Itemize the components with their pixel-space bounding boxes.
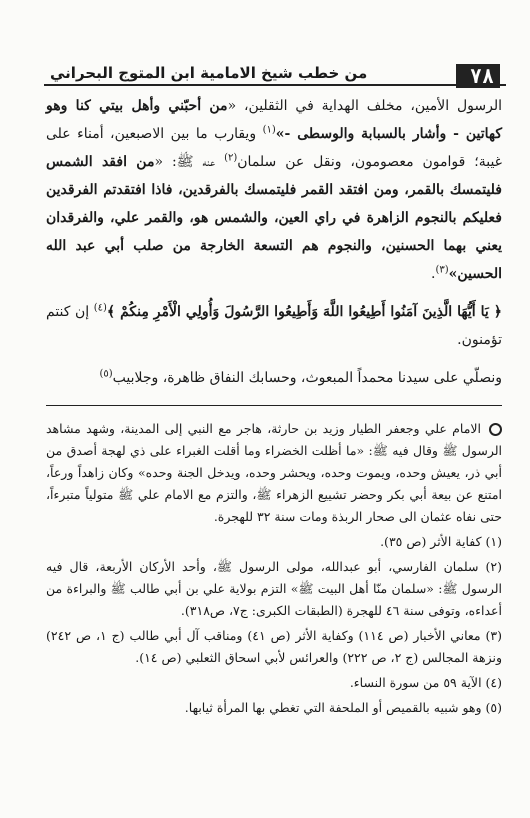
text-run: ويقارب ما بين الاصبعين، أمناء على غيبة؛ قوامون معصومون، ونقل عن سلمان [46,126,502,170]
paragraph-1: الرسول الأمين، مخلف الهداية في الثقلين، «من أحبّني وأهل بيتي كنا وهو كهاتين - وأشار بالسبابة والوسطى -»$^{(١)}$ ويقارب ما بين الاصبعين، أمناء على غيبة؛ قوامون معصومون، ونقل عن سلمان$^{(٢)}$ عنه ﷺ: «من افقد الشمس فليتمسك بالقمر، ومن افتقد القمر فليتمسك بالفرقدين، فاذا افتقدتم الفرقدين فعليكم بالنجوم الزاهرة في راي العين، والشمس هو، والقمر علي، والفرقدان يعني بهما الحسنين، والنجوم هم التسعة الخارجة من صلب أبي عبد الله الحسين»$^{(٣)}$. [46,98,503,282]
text-run: عنه ﷺ: « [154,154,225,170]
hadith-quote-2: من افقد الشمس فليتمسك بالقمر، ومن افتقد القمر فليتمسك بالفرقدين، فاذا افتقدتم الفرقدين فعليكم بالنجوم الزاهرة في راي العين، والشمس هو، والقمر علي، والفرقدان يعني بهما الحسنين، والنجوم هم التسعة الخارجة من صلب أبي عبد الله الحسين [46,154,502,282]
footnote-text: الامام علي وجعفر الطيار وزيد بن حارثة، هاجر مع النبي إلى المدينة، وشهد مشاهد الرسول ﷺ وقال فيه ﷺ: «ما أظلت الخضراء وما أقلت الغبراء على ذي لهجة أصدق من أبي ذر، يعيش وحده، ويموت وحده، ويحشر وحده، ويدخل الجنة وحده» وكان زاهداً ورعاً، امتنع عن بيعة أبي بكر وحضر تشييع الزهراء ﷺ، والتزم مع الامام علي ﷺ متولياً متبرءاً، حتى نفاه عثمان الى صحار الربذة ومات سنة ٣٢ للهجرة. [46,421,502,524]
footnote-ref-3[interactable]: (٣) [435,264,449,276]
hadith-quote-1: من أحبّني وأهل بيتي كنا وهو كهاتين - وأشار بالسبابة والوسطى [46,98,502,142]
page-header [44,48,506,86]
footnote-3: (٣) معاني الأخبار (ص ١١٤) وكفاية الأثر (ص ٤١) ومناقب آل أبي طالب (ج ١، ص ٢٤٢) ونزهة المجالس (ج ٢، ص ٢٢٢) والعرائس لأبي اسحاق الثعلبي (ص ١٤). [46,628,502,665]
footnote-4: (٤) الآية ٥٩ من سورة النساء. [349,675,502,690]
footnote-ref-5[interactable]: (٥) [99,368,113,380]
paragraph-verse [46,298,502,354]
text-run: » [448,266,458,282]
page-number: ٧٨ [456,64,500,88]
footnotes [46,418,502,722]
footnote-continued [46,418,502,528]
footnote-5: (٥) وهو شبيه بالقميص أو الملحفة التي تغطي بها المرأة ثيابها. [184,700,502,715]
footnote-separator [46,405,502,406]
text-run: -» [275,126,298,142]
quran-verse: ﴿ يَا أَيُّهَا الَّذِينَ آمَنُوا أَطِيعُوا اللَّهَ وَأَطِيعُوا الرَّسُولَ وَأُولِي الْأَمْرِ مِنكُمْ ﴾ [106,304,502,320]
footnote-2: (٢) سلمان الفارسي، أبو عبدالله، مولى الرسول ﷺ، وأحد الأركان الأربعة، قال فيه الرسول ﷺ: «سلمان منّا أهل البيت ﷺ» التزم بولاية علي بن أبي طالب ﷺ والبراءة من أعداءه، وتوفى سنة ٤٦ للهجرة (الطبقات الكبرى: ج٧، ص٣١٨). [46,559,502,618]
main-text [46,92,502,392]
footnote-ref-1[interactable]: (١) [262,124,276,136]
text-run: ونصلّي على سيدنا محمداً المبعوث، وحسابك النفاق ظاهرة، وجلابيب [112,370,502,386]
footnote-ref-4[interactable]: (٤) [93,302,107,314]
footnote-ref-2[interactable]: (٢) [224,152,238,164]
bullet-icon [489,423,502,436]
text-run: إن كنتم تؤمنون. [46,304,502,348]
text-run: الرسول الأمين، مخلف الهداية في الثقلين، « [227,98,503,114]
footnote-1: (١) كفاية الأثر (ص ٣٥). [380,534,502,549]
running-title: من خطب شيخ الامامية ابن المتوج البحراني [50,64,368,82]
paragraph-3 [46,364,502,392]
